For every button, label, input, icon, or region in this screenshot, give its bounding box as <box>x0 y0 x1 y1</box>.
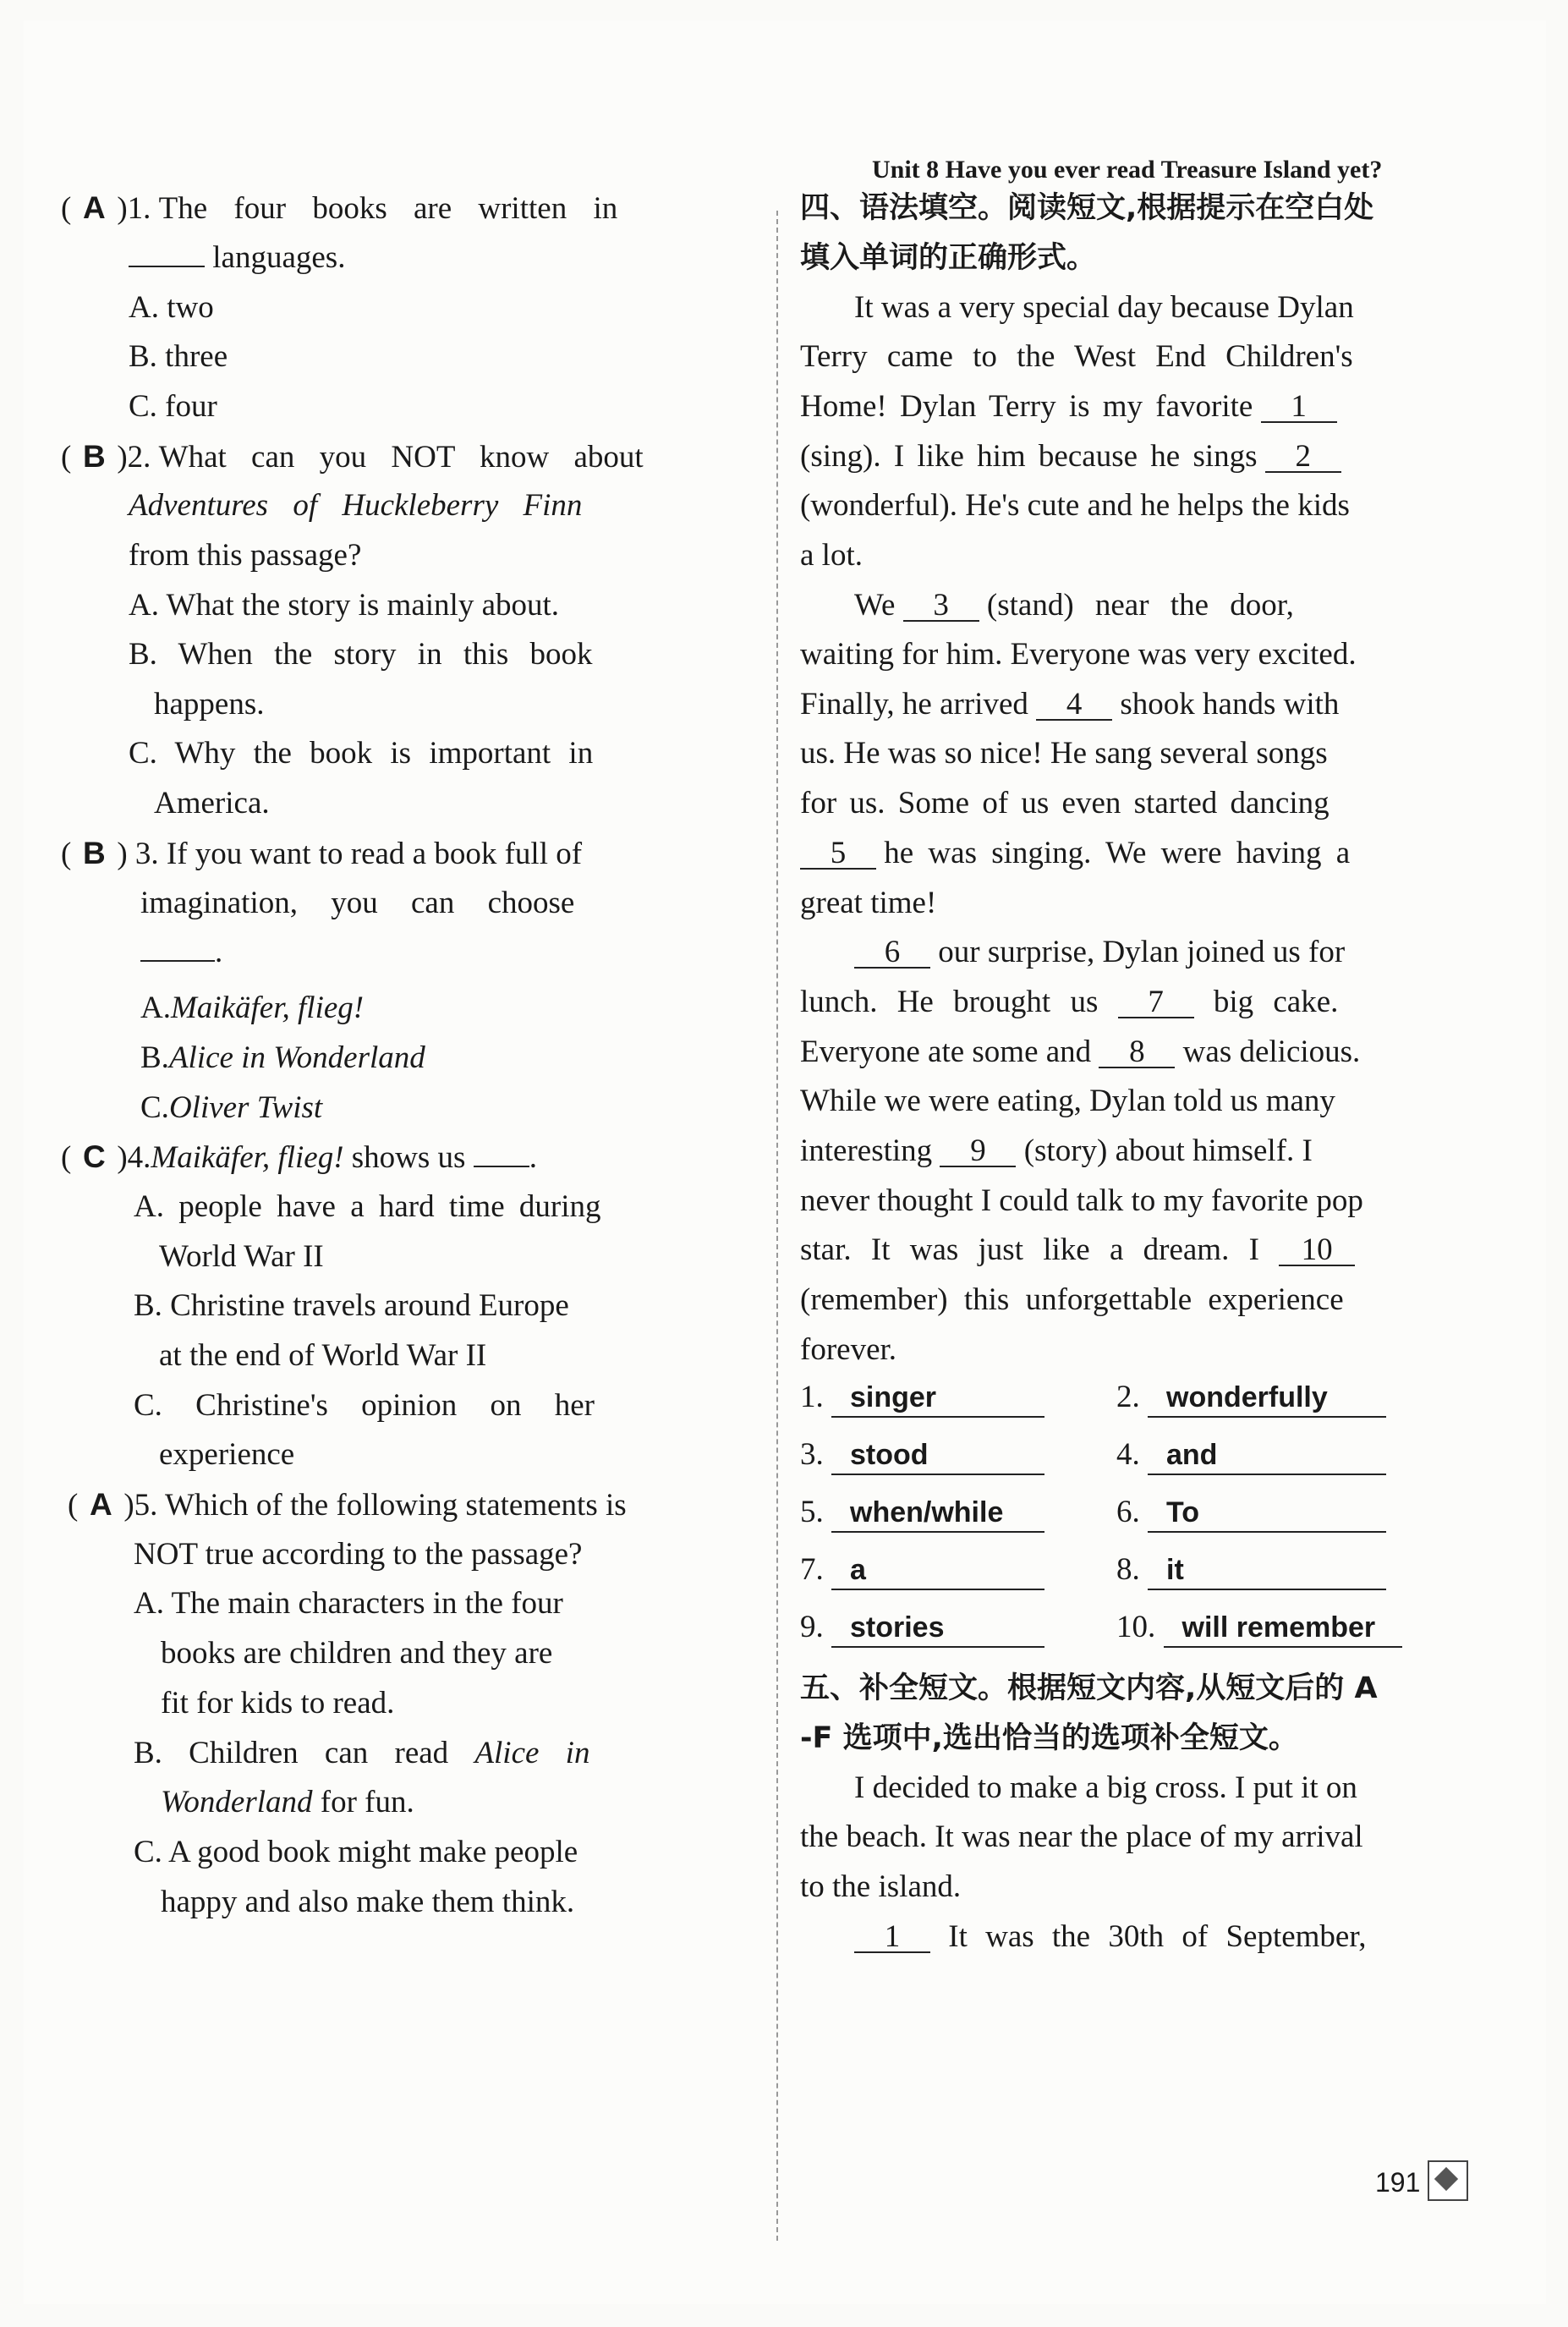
q3-stem-2: imagination, you can choose <box>140 886 575 920</box>
q4-option-b-2: at the end of World War II <box>159 1338 487 1373</box>
p2-line5: for us. Some of us even started dancing <box>800 786 1330 820</box>
q1-option-a: A. two <box>129 290 214 325</box>
q5-option-b-2: Wonderland for fun. <box>161 1785 414 1819</box>
p3-line8: (remember) this unforgettable experience <box>800 1282 1344 1317</box>
section4-title: 四、语法填空。阅读短文,根据提示在空白处 <box>800 191 1374 225</box>
p3-line4: While we were eating, Dylan told us many <box>800 1084 1335 1118</box>
q4-option-b: B. Christine travels around Europe <box>134 1288 569 1323</box>
p3-line6: never thought I could talk to my favorite pop <box>800 1183 1363 1218</box>
answer-4: 4. and <box>1116 1436 1386 1475</box>
p3-line5: interesting 9 (story) about himself. I <box>800 1133 1313 1168</box>
q4-stem: ( C )4.Maikäfer, flieg! shows us . <box>61 1139 537 1175</box>
q5-option-c: C. A good book might make people <box>134 1835 578 1869</box>
q5-option-a: A. The main characters in the four <box>134 1586 563 1621</box>
section4-title-2: 填入单词的正确形式。 <box>800 241 1097 275</box>
p4-line1: I decided to make a big cross. I put it on <box>854 1770 1357 1805</box>
answer-3: 3. stood <box>800 1436 1044 1475</box>
page-number: 191 <box>1375 2167 1421 2198</box>
q3-stem-3: . <box>140 934 222 971</box>
q5-option-b: B. Children can read Alice in <box>134 1736 590 1770</box>
q2-stem-3: from this passage? <box>129 538 362 573</box>
p1-line6: a lot. <box>800 538 863 573</box>
p1-line1: It was a very special day because Dylan <box>854 290 1354 325</box>
q2-option-a: A. What the story is mainly about. <box>129 588 560 623</box>
answer-7: 7. a <box>800 1551 1044 1590</box>
q1-option-b: B. three <box>129 339 228 374</box>
q2-option-c-2: America. <box>154 786 270 820</box>
q5-stem-2: NOT true according to the passage? <box>134 1537 583 1572</box>
p3-line3: Everyone ate some and 8 was delicious. <box>800 1035 1361 1069</box>
q5-option-a-2: books are children and they are <box>161 1636 553 1671</box>
answer-mark: A <box>82 190 106 225</box>
p3-line7: star. It was just like a dream. I 10 <box>800 1232 1355 1269</box>
p2-line1: We 3 (stand) near the door, <box>854 588 1294 623</box>
q4-option-a-2: World War II <box>159 1239 324 1274</box>
p2-line4: us. He was so nice! He sang several songs <box>800 736 1328 771</box>
q2-option-b: B. When the story in this book <box>129 637 593 672</box>
q2-stem-title: Adventures of Huckleberry Finn <box>129 488 583 523</box>
q5-option-c-2: happy and also make them think. <box>161 1885 575 1919</box>
p4-line3: to the island. <box>800 1869 962 1904</box>
q2-stem: ( B )2. What can you NOT know about <box>61 439 644 475</box>
p1-line2: Terry came to the West End Children's <box>800 339 1353 374</box>
p2-line2: waiting for him. Everyone was very excited. <box>800 637 1357 672</box>
q1-stem-2: languages. <box>129 239 345 277</box>
p1-line5: (wonderful). He's cute and he helps the kids <box>800 488 1350 523</box>
answer-10: 10. will remember <box>1116 1609 1402 1648</box>
q2-option-b-2: happens. <box>154 687 265 722</box>
answer-9: 9. stories <box>800 1609 1044 1648</box>
q1-option-c: C. four <box>129 389 217 424</box>
p4-line4: 1 It was the 30th of September, <box>854 1918 1366 1956</box>
answer-5: 5. when/while <box>800 1494 1044 1533</box>
diamond-icon <box>1428 2160 1468 2201</box>
q4-option-a: A. people have a hard time during <box>134 1189 601 1224</box>
answer-1: 1. singer <box>800 1379 1044 1418</box>
p1-line4: (sing). I like him because he sings 2 <box>800 438 1341 475</box>
q4-option-c-2: experience <box>159 1437 295 1472</box>
q5-option-a-3: fit for kids to read. <box>161 1686 395 1721</box>
q5-stem: ( A )5. Which of the following statements is <box>68 1487 627 1523</box>
unit-header: Unit 8 Have you ever read Treasure Island yet? <box>872 156 1383 184</box>
section5-title-2: -F 选项中,选出恰当的选项补全短文。 <box>800 1721 1298 1755</box>
q3-stem: ( B ) 3. If you want to read a book full of <box>61 836 583 871</box>
answer-6: 6. To <box>1116 1494 1386 1533</box>
p2-line3: Finally, he arrived 4 shook hands with <box>800 687 1340 722</box>
section5-title: 五、补全短文。根据短文内容,从短文后的 A <box>800 1671 1378 1705</box>
answer-8: 8. it <box>1116 1551 1386 1590</box>
p4-line2: the beach. It was near the place of my arrival <box>800 1819 1363 1854</box>
p3-line9: forever. <box>800 1332 897 1367</box>
q2-option-c: C. Why the book is important in <box>129 736 594 771</box>
q1-stem: ( A )1. The four books are written in <box>61 190 618 226</box>
p2-line7: great time! <box>800 886 937 920</box>
column-divider <box>776 211 778 2241</box>
q3-option-b: B.Alice in Wonderland <box>140 1040 425 1075</box>
p3-line1: 6 our surprise, Dylan joined us for <box>854 934 1345 971</box>
q4-option-c: C. Christine's opinion on her <box>134 1388 595 1423</box>
answer-2: 2. wonderfully <box>1116 1379 1386 1418</box>
p1-line3: Home! Dylan Terry is my favorite 1 <box>800 388 1337 425</box>
workbook-page <box>24 20 1546 2304</box>
p2-line6: 5 he was singing. We were having a <box>800 835 1350 872</box>
p3-line2: lunch. He brought us 7 big cake. <box>800 985 1339 1019</box>
q3-option-a: A.Maikäfer, flieg! <box>140 991 365 1025</box>
q3-option-c: C.Oliver Twist <box>140 1090 323 1125</box>
